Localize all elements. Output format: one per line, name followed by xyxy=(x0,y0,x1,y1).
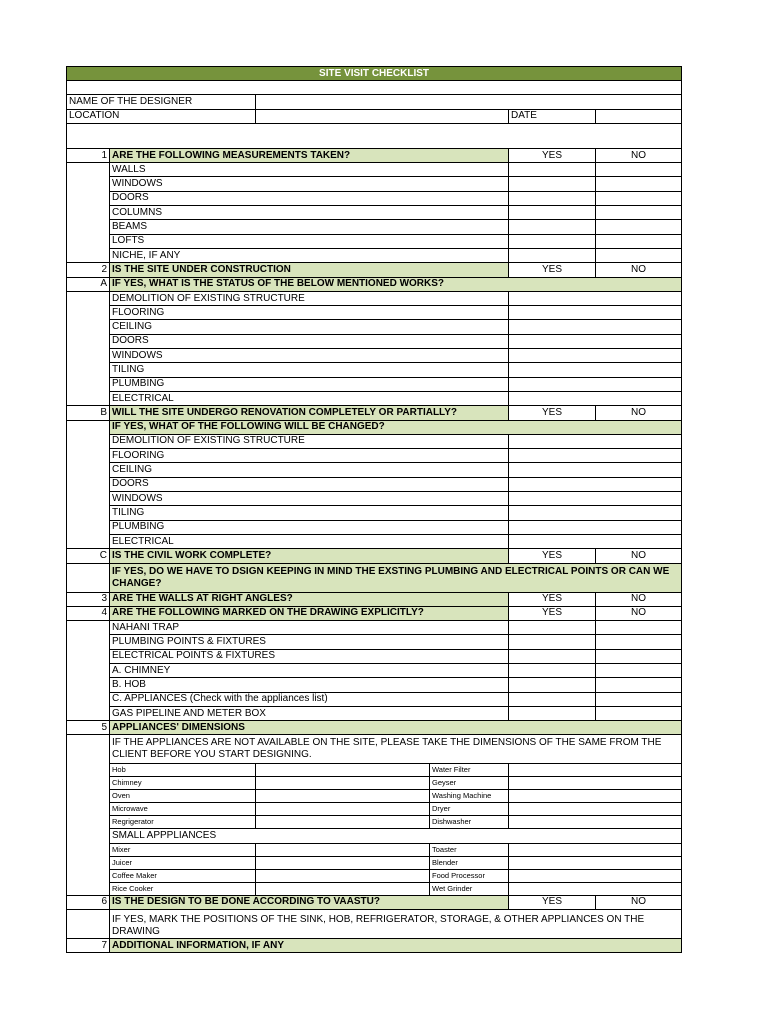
q2a-status-cell[interactable] xyxy=(509,291,682,305)
q1-no-header: NO xyxy=(596,148,682,162)
checklist-table xyxy=(66,66,682,953)
q4-no-cell[interactable] xyxy=(596,663,682,677)
small-appliances-label: SMALL APPPLIANCES xyxy=(110,829,682,843)
appliance-label: Washing Machine xyxy=(430,790,509,803)
q2a-status-cell[interactable] xyxy=(509,306,682,320)
q5-index-blank xyxy=(67,735,110,895)
q4-yes-cell[interactable] xyxy=(509,678,596,692)
q2a-status-cell[interactable] xyxy=(509,320,682,334)
appliance-label: Mixer xyxy=(110,843,256,856)
appliance-dimension-cell[interactable] xyxy=(509,843,682,856)
appliance-dimension-cell[interactable] xyxy=(256,869,430,882)
appliance-dimension-cell[interactable] xyxy=(256,790,430,803)
q2a-status-cell[interactable] xyxy=(509,349,682,363)
q2b-status-cell[interactable] xyxy=(509,492,682,506)
q2-question: IS THE SITE UNDER CONSTRUCTION xyxy=(110,263,509,277)
q2b-question: WILL THE SITE UNDERGO RENOVATION COMPLETELY OR PARTIALLY? xyxy=(110,406,509,420)
q4-yes-cell[interactable] xyxy=(509,635,596,649)
appliance-dimension-cell[interactable] xyxy=(509,764,682,777)
q1-no-cell[interactable] xyxy=(596,206,682,220)
q3-no-header: NO xyxy=(596,592,682,606)
appliance-label: Hob xyxy=(110,764,256,777)
q3-yes-header: YES xyxy=(509,592,596,606)
q2a-item-label: TILING xyxy=(110,363,509,377)
q2b-status-cell[interactable] xyxy=(509,463,682,477)
q7-number: 7 xyxy=(67,939,110,953)
q2c-no-header: NO xyxy=(596,549,682,563)
appliance-label: Blender xyxy=(430,856,509,869)
q5-note: IF THE APPLIANCES ARE NOT AVAILABLE ON THE SITE, PLEASE TAKE THE DIMENSIONS OF THE SAME FROM THE CLIENT BEFORE YOU START DESIGNING. xyxy=(110,735,682,764)
q2-no-header: NO xyxy=(596,263,682,277)
date-field[interactable] xyxy=(596,109,682,123)
q1-no-cell[interactable] xyxy=(596,248,682,262)
q2b-status-cell[interactable] xyxy=(509,506,682,520)
q1-item-label: WALLS xyxy=(110,163,509,177)
q1-no-cell[interactable] xyxy=(596,191,682,205)
q2b-status-cell[interactable] xyxy=(509,477,682,491)
q4-no-cell[interactable] xyxy=(596,678,682,692)
q1-yes-cell[interactable] xyxy=(509,163,596,177)
q1-no-cell[interactable] xyxy=(596,234,682,248)
q4-no-cell[interactable] xyxy=(596,692,682,706)
q2a-item-label: FLOORING xyxy=(110,306,509,320)
q1-item-label: COLUMNS xyxy=(110,206,509,220)
appliance-dimension-cell[interactable] xyxy=(509,882,682,895)
q4-no-header: NO xyxy=(596,606,682,620)
appliance-label: Geyser xyxy=(430,777,509,790)
q1-yes-cell[interactable] xyxy=(509,248,596,262)
q2a-index-blank xyxy=(67,291,110,405)
appliance-dimension-cell[interactable] xyxy=(256,856,430,869)
q1-yes-header: YES xyxy=(509,148,596,162)
q4-no-cell[interactable] xyxy=(596,649,682,663)
q6-question: IS THE DESIGN TO BE DONE ACCORDING TO VAASTU? xyxy=(110,895,509,909)
q2a-letter: A xyxy=(67,277,110,291)
q2c-yes-header: YES xyxy=(509,549,596,563)
appliance-label: Toaster xyxy=(430,843,509,856)
q4-no-cell[interactable] xyxy=(596,706,682,720)
q2b-no-header: NO xyxy=(596,406,682,420)
q2b-status-cell[interactable] xyxy=(509,520,682,534)
q1-question: ARE THE FOLLOWING MEASUREMENTS TAKEN? xyxy=(110,148,509,162)
appliance-dimension-cell[interactable] xyxy=(509,816,682,829)
q5-number: 5 xyxy=(67,721,110,735)
q5-question: APPLIANCES' DIMENSIONS xyxy=(110,721,682,735)
appliance-dimension-cell[interactable] xyxy=(509,856,682,869)
appliance-dimension-cell[interactable] xyxy=(256,816,430,829)
q4-item-label: PLUMBING POINTS & FIXTURES xyxy=(110,635,509,649)
q2b-status-cell[interactable] xyxy=(509,534,682,548)
q2b-item-label: PLUMBING xyxy=(110,520,509,534)
q4-yes-cell[interactable] xyxy=(509,706,596,720)
sheet-title: SITE VISIT CHECKLIST xyxy=(67,67,682,81)
date-label: DATE xyxy=(509,109,596,123)
appliance-label: Dryer xyxy=(430,803,509,816)
q4-index-blank xyxy=(67,621,110,721)
appliance-label: Rice Cooker xyxy=(110,882,256,895)
q6-no-header: NO xyxy=(596,895,682,909)
q2c-subquestion: IF YES, DO WE HAVE TO DSIGN KEEPING IN MIND THE EXSTING PLUMBING AND ELECTRICAL POINTS OR CAN WE CHANGE? xyxy=(110,563,682,592)
q1-yes-cell[interactable] xyxy=(509,234,596,248)
q2a-item-label: DEMOLITION OF EXISTING STRUCTURE xyxy=(110,291,509,305)
appliance-dimension-cell[interactable] xyxy=(256,764,430,777)
appliance-label: Wet Grinder xyxy=(430,882,509,895)
q2b-item-label: CEILING xyxy=(110,463,509,477)
blank-row xyxy=(67,123,682,148)
q6-index-blank xyxy=(67,910,110,939)
appliance-dimension-cell[interactable] xyxy=(256,843,430,856)
q4-item-label: A. CHIMNEY xyxy=(110,663,509,677)
q4-item-label: ELECTRICAL POINTS & FIXTURES xyxy=(110,649,509,663)
q2a-question: IF YES, WHAT IS THE STATUS OF THE BELOW MENTIONED WORKS? xyxy=(110,277,682,291)
q2b-status-cell[interactable] xyxy=(509,434,682,448)
q1-yes-cell[interactable] xyxy=(509,206,596,220)
q1-no-cell[interactable] xyxy=(596,163,682,177)
q6-yes-header: YES xyxy=(509,895,596,909)
appliance-label: Oven xyxy=(110,790,256,803)
q1-yes-cell[interactable] xyxy=(509,191,596,205)
q1-item-label: NICHE, IF ANY xyxy=(110,248,509,262)
q2b-subquestion: IF YES, WHAT OF THE FOLLOWING WILL BE CHANGED? xyxy=(110,420,682,434)
q4-yes-cell[interactable] xyxy=(509,621,596,635)
appliance-label: Dishwasher xyxy=(430,816,509,829)
q1-item-label: BEAMS xyxy=(110,220,509,234)
appliance-label: Water Filter xyxy=(430,764,509,777)
q2c-index-blank xyxy=(67,563,110,592)
q4-yes-cell[interactable] xyxy=(509,692,596,706)
q2a-status-cell[interactable] xyxy=(509,334,682,348)
q4-no-cell[interactable] xyxy=(596,621,682,635)
q1-yes-cell[interactable] xyxy=(509,220,596,234)
q4-no-cell[interactable] xyxy=(596,635,682,649)
q4-yes-header: YES xyxy=(509,606,596,620)
designer-label: NAME OF THE DESIGNER xyxy=(67,95,256,109)
q2a-status-cell[interactable] xyxy=(509,391,682,405)
q4-question: ARE THE FOLLOWING MARKED ON THE DRAWING EXPLICITLY? xyxy=(110,606,509,620)
q1-number: 1 xyxy=(67,148,110,162)
q4-yes-cell[interactable] xyxy=(509,663,596,677)
designer-field[interactable] xyxy=(256,95,682,109)
q2b-item-label: TILING xyxy=(110,506,509,520)
q2a-item-label: PLUMBING xyxy=(110,377,509,391)
q2-yes-header: YES xyxy=(509,263,596,277)
q4-item-label: GAS PIPELINE AND METER BOX xyxy=(110,706,509,720)
q2b-item-label: WINDOWS xyxy=(110,492,509,506)
checklist-sheet xyxy=(66,66,681,953)
q4-number: 4 xyxy=(67,606,110,620)
appliance-label: Chimney xyxy=(110,777,256,790)
q2b-status-cell[interactable] xyxy=(509,449,682,463)
q1-yes-cell[interactable] xyxy=(509,177,596,191)
appliance-dimension-cell[interactable] xyxy=(509,869,682,882)
appliance-dimension-cell[interactable] xyxy=(256,882,430,895)
q2a-item-label: DOORS xyxy=(110,334,509,348)
q7-question: ADDITIONAL INFORMATION, IF ANY xyxy=(110,939,682,953)
q1-no-cell[interactable] xyxy=(596,220,682,234)
q1-item-label: DOORS xyxy=(110,191,509,205)
q4-yes-cell[interactable] xyxy=(509,649,596,663)
q6-subquestion: IF YES, MARK THE POSITIONS OF THE SINK, HOB, REFRIGERATOR, STORAGE, & OTHER APPLIANCES ON THE DRAWING xyxy=(110,910,682,939)
q2b-index-blank xyxy=(67,420,110,549)
q2a-status-cell[interactable] xyxy=(509,363,682,377)
appliance-label: Regrigerator xyxy=(110,816,256,829)
appliance-dimension-cell[interactable] xyxy=(509,777,682,790)
q2-number: 2 xyxy=(67,263,110,277)
q1-item-label: WINDOWS xyxy=(110,177,509,191)
q6-number: 6 xyxy=(67,895,110,909)
q4-item-label: C. APPLIANCES (Check with the appliances list) xyxy=(110,692,509,706)
appliance-dimension-cell[interactable] xyxy=(256,803,430,816)
q2b-number: B xyxy=(67,406,110,420)
q2a-item-label: ELECTRICAL xyxy=(110,391,509,405)
q2a-status-cell[interactable] xyxy=(509,377,682,391)
appliance-label: Coffee Maker xyxy=(110,869,256,882)
appliance-label: Juicer xyxy=(110,856,256,869)
q4-item-label: B. HOB xyxy=(110,678,509,692)
q2a-item-label: WINDOWS xyxy=(110,349,509,363)
q1-item-label: LOFTS xyxy=(110,234,509,248)
appliance-label: Food Processor xyxy=(430,869,509,882)
appliance-dimension-cell[interactable] xyxy=(509,790,682,803)
q2b-item-label: ELECTRICAL xyxy=(110,534,509,548)
q2b-item-label: FLOORING xyxy=(110,449,509,463)
q2a-item-label: CEILING xyxy=(110,320,509,334)
appliance-dimension-cell[interactable] xyxy=(509,803,682,816)
appliance-label: Microwave xyxy=(110,803,256,816)
q2c-question: IS THE CIVIL WORK COMPLETE? xyxy=(110,549,509,563)
q1-no-cell[interactable] xyxy=(596,177,682,191)
q3-question: ARE THE WALLS AT RIGHT ANGLES? xyxy=(110,592,509,606)
q2b-item-label: DOORS xyxy=(110,477,509,491)
q4-item-label: NAHANI TRAP xyxy=(110,621,509,635)
q2c-number: C xyxy=(67,549,110,563)
blank-row xyxy=(67,81,682,95)
location-field[interactable] xyxy=(256,109,509,123)
q1-index-blank xyxy=(67,163,110,263)
q2b-yes-header: YES xyxy=(509,406,596,420)
appliance-dimension-cell[interactable] xyxy=(256,777,430,790)
q2b-item-label: DEMOLITION OF EXISTING STRUCTURE xyxy=(110,434,509,448)
location-label: LOCATION xyxy=(67,109,256,123)
q3-number: 3 xyxy=(67,592,110,606)
